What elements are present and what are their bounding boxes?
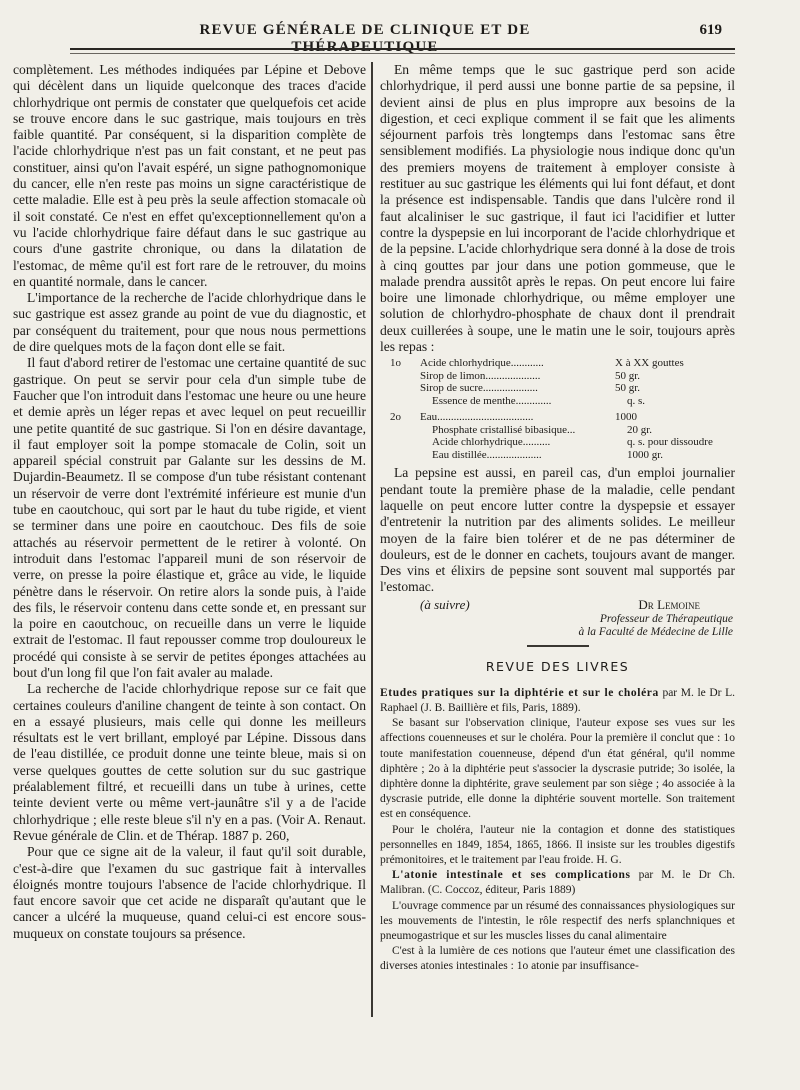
prescription-row [380, 395, 735, 408]
prescription-row [380, 357, 735, 370]
ingredient-qty: 20 gr. [627, 423, 653, 436]
ingredient-qty: 50 gr. [615, 369, 641, 382]
ingredient-qty: q. s. pour dissoudre [627, 436, 713, 449]
prescription-2 [380, 411, 735, 461]
prescription-number [380, 382, 420, 395]
review-paragraph: Pour le choléra, l'auteur nie la contagion et donne des statistiques personnelles en 1849, 1854, 1865, 1866. Il insiste sur les troubles digestifs prémonitoires, et le traitement par l'eau froide. H. G. [380, 823, 735, 866]
journal-title: REVUE GÉNÉRALE DE CLINIQUE ET DE THÉRAPEUTIQUE [199, 22, 531, 55]
review-paragraph: C'est à la lumière de ces notions que l'auteur émet une classification des diverses atonies intestinales : 1o atonie par insuffisance- [380, 945, 735, 973]
header-rule [70, 48, 735, 54]
running-header [0, 22, 800, 55]
prescription-row [380, 424, 735, 437]
section-title: REVUE DES LIVRES [485, 658, 630, 674]
signature-line [380, 597, 735, 613]
review-paragraph: L'ouvrage commence par un résumé des connaissances physiologiques sur les mouvements de l'intestin, le rôle respectif des nerfs splanchniques et pneumogastrique et sur les muscles lisses du canal alimentaire [380, 899, 735, 942]
book-byline: par M. le Dr Ch. Malibran. (C. Coccoz, éditeur, Paris 1889) [380, 869, 736, 897]
author-affiliation: Professeur de Thérapeutique [599, 612, 733, 625]
prescription-number [380, 436, 420, 449]
paragraph: L'importance de la recherche de l'acide chlorhydrique dans le suc gastrique est assez grande au point de vue du diagnostic, et par conséquent du traitement, pour que nous nous permettions de dire quelques mots de la façon dont elle se fait. [13, 290, 366, 355]
prescription-row [380, 436, 735, 449]
ingredient-qty: X à XX gouttes [615, 357, 684, 370]
prescription-number [380, 424, 420, 437]
author-name: Dr Lemoine [638, 596, 700, 612]
prescription-row [380, 449, 735, 462]
ingredient-qty: 1000 gr. [627, 448, 664, 461]
prescription-1 [380, 357, 735, 407]
section-rule [527, 645, 589, 647]
ingredient-qty: 1000 [615, 411, 637, 424]
ingredient-qty: q. s. [627, 394, 646, 407]
prescription-row [380, 382, 735, 395]
prescription-number: 1o [390, 357, 401, 370]
ingredient-name: Acide chlorhydrique.......... [432, 436, 551, 449]
book-title: Etudes pratiques sur la diphtérie et sur le choléra [380, 686, 659, 699]
paragraph: Pour que ce signe ait de la valeur, il faut qu'il soit durable, c'est-à-dire que l'examen du suc gastrique fait à intervalles éloignés montre toujours l'absence de l'acide chlorhydrique. Il faut encore savoir que cet acide ne disparaît qu'autant que le cancer a ulcéré la muqueuse, quand celui-ci est encore sous-muqueux on constate toujours sa présence. [13, 844, 366, 941]
prescription-number [380, 395, 420, 408]
prescription-number: 2o [390, 411, 401, 424]
prescription-row [380, 370, 735, 383]
ingredient-name: Eau distillée.................... [432, 448, 542, 461]
ingredient-name: Acide chlorhydrique............ [420, 357, 544, 370]
book-byline: par M. le Dr L. Raphael (J. B. Baillière et fils, Paris, 1889). [380, 686, 735, 714]
paragraph: complètement. Les méthodes indiquées par Lépine et Debove qui décèlent dans un liquide quelconque des traces d'acide chlorhydrique ont permis de constater que quelquefois cet acide se trouve encore dans le suc gastrique, mais toujours en très faible quantité. Par conséquent, si la disparition complète de l'acide chlorhydrique n'est pas un fait constant, et ne peut pas constituer, ainsi qu'on l'avait espéré, un signe pathognomonique du cancer, elle n'en reste pas moins un signe caractéristique de cette maladie. Elle est à peu près la seule affection stomacale où il soit constaté. Ce n'est en effet qu'exceptionnellement qu'on a vu l'acide chlorhydrique faire défaut dans le suc gastrique au cours d'une gastrite chronique, ou dans la dilatation de l'estomac, de même qu'il est fort rare de le retrouver, du moins en quantité normale, dans le cancer. [13, 62, 366, 289]
right-column [380, 62, 735, 975]
paragraph: Il faut d'abord retirer de l'estomac une certaine quantité de suc gastrique. On peut se servir pour cela d'un simple tube de Faucher que l'on introduit dans l'estomac une heure ou une heure et demie après un léger repas et avec lequel on peut recueillir une petite quantité de suc gastrique. Si l'on en désire davantage, il faut employer soit la pompe stomacale de Colin, soit un appareil spécial construit par Galante sur les dessins de M. Dujardin-Beaumetz. Il se compose d'un tube résistant contenant un réservoir de verre dont l'extrémité inférieure est munie d'un tube en caoutchouc, qui sort par le haut du tube rigide, et vient se terminer dans une poire en caoutchouc. Des fils de soie attachés au réservoir permettent de le retirer à volonté. On introduit dans l'estomac l'appareil muni de son réservoir de verre, on presse la poire élastique et, grâce au vide, le liquide pénètre dans le réservoir. On retire alors la sonde puis, à l'aide des fils, le réservoir contenu dans cette sonde et, en pressant sur la poire en caoutchouc, on recueille dans un verre le liquide extrait de l'estomac. Il faut repousser comme trop douloureux le procédé qui consiste à se servir de petites éponges attachées au bout d'un long fil que l'on fait avaler au malade. [13, 355, 366, 680]
review-citation [380, 868, 735, 898]
author-affiliation: à la Faculté de Médecine de Lille [578, 625, 733, 638]
prescription-number [380, 449, 420, 462]
ingredient-qty: 50 gr. [615, 382, 641, 395]
ingredient-name: Phosphate cristallisé bibasique... [432, 423, 576, 436]
review-paragraph: Se basant sur l'observation clinique, l'auteur expose ses vues sur les affections couenneuses et sur le choléra. Pour la première il conclut que : 1o toute manifestation couenneuse, dépend d'un état général, qu'il nomme diphtère ; 2o à la diphtérie peut s'associer la dyscrasie putride; 3o isolée, la diphtère donne la diphtérite, grave seulement par son siège ; 4o associée à la dyscrasie putride, elle donne la diphtérie souvent mortelle. Son traitement est en conséquence. [380, 717, 735, 821]
ingredient-name: Sirop de sucre.................... [420, 382, 538, 395]
page-number: 619 [699, 22, 722, 38]
paragraph: La recherche de l'acide chlorhydrique repose sur ce fait que certaines couleurs d'aniline changent de teinte à son contact. On en a essayé plusieurs, mais celle qui donne les meilleurs résultats est le vert brillant, employé par Lépine. Dissous dans de l'eau distillée, ce produit donne une teinte bleue, mais si on verse quelques gouttes de cette solution sur du suc gastrique préalablement filtré, et recueilli dans un tube à urines, cette teinte devient verte ou même vert-jaunâtre s'il y a de l'acide chlorhydrique ; elle reste bleue s'il n'y en a pas. (Voir A. Renaut. Revue générale de Clin. et de Thérap. 1887 p. 260, [13, 681, 366, 843]
paragraph: En même temps que le suc gastrique perd son acide chlorhydrique, il perd aussi une bonne partie de sa pepsine, il devient ainsi de plus en plus impropre aux besoins de la digestion, et ceci explique comment il se fait que les aliments séjournent parfois très longtemps dans l'estomac sans être sensiblement modifiés. La physiologie nous indique donc qu'un des premiers moyens de traitement à employer consiste à restituer au suc gastrique les éléments qui lui font défaut, et dont la présence est indispensable. Tandis que dans l'ulcère rond il faut alcaliniser le suc gastrique, il faut ici l'acidifier et lutter contre la dyspepsie en lui incorporant de l'acide chlorhydrique et de la pepsine. L'acide chlorhydrique sera donné à la dose de trois à cinq gouttes par jour dans une potion gommeuse, que le malade prendra aussitôt après le repas. On peut encore lui faire boire une limonade chlorhydrique, ou même employer une solution de chlorhydro-phosphate de chaux dont il prendrait deux cuillerées à soupe, une le matin une le soir, toujours après les repas : [380, 62, 735, 355]
left-column [13, 62, 366, 942]
book-title: L'atonie intestinale et ses complications [392, 869, 631, 882]
ingredient-name: Essence de menthe............. [432, 394, 552, 407]
column-divider [371, 62, 373, 1017]
review-citation [380, 686, 735, 716]
ingredient-name: Eau................................... [420, 411, 534, 424]
continued-note: (à suivre) [420, 596, 470, 612]
ingredient-name: Sirop de limon.................... [420, 369, 541, 382]
paragraph: La pepsine est aussi, en pareil cas, d'un emploi journalier pendant toute la première phase de la maladie, celle pendant laquelle on peut encore lutter contre la dyspepsie et essayer d'entretenir la nutrition par des aliments solides. Le meilleur moyen de la faire bien tolérer et de ne pas déterminer de douleurs, est de le donner en cachets, toujours avant de manger. Des vins et élixirs de pepsine sont souvent mal supportés par l'estomac. [380, 465, 735, 595]
prescription-row [380, 411, 735, 424]
prescription-number [380, 370, 420, 383]
